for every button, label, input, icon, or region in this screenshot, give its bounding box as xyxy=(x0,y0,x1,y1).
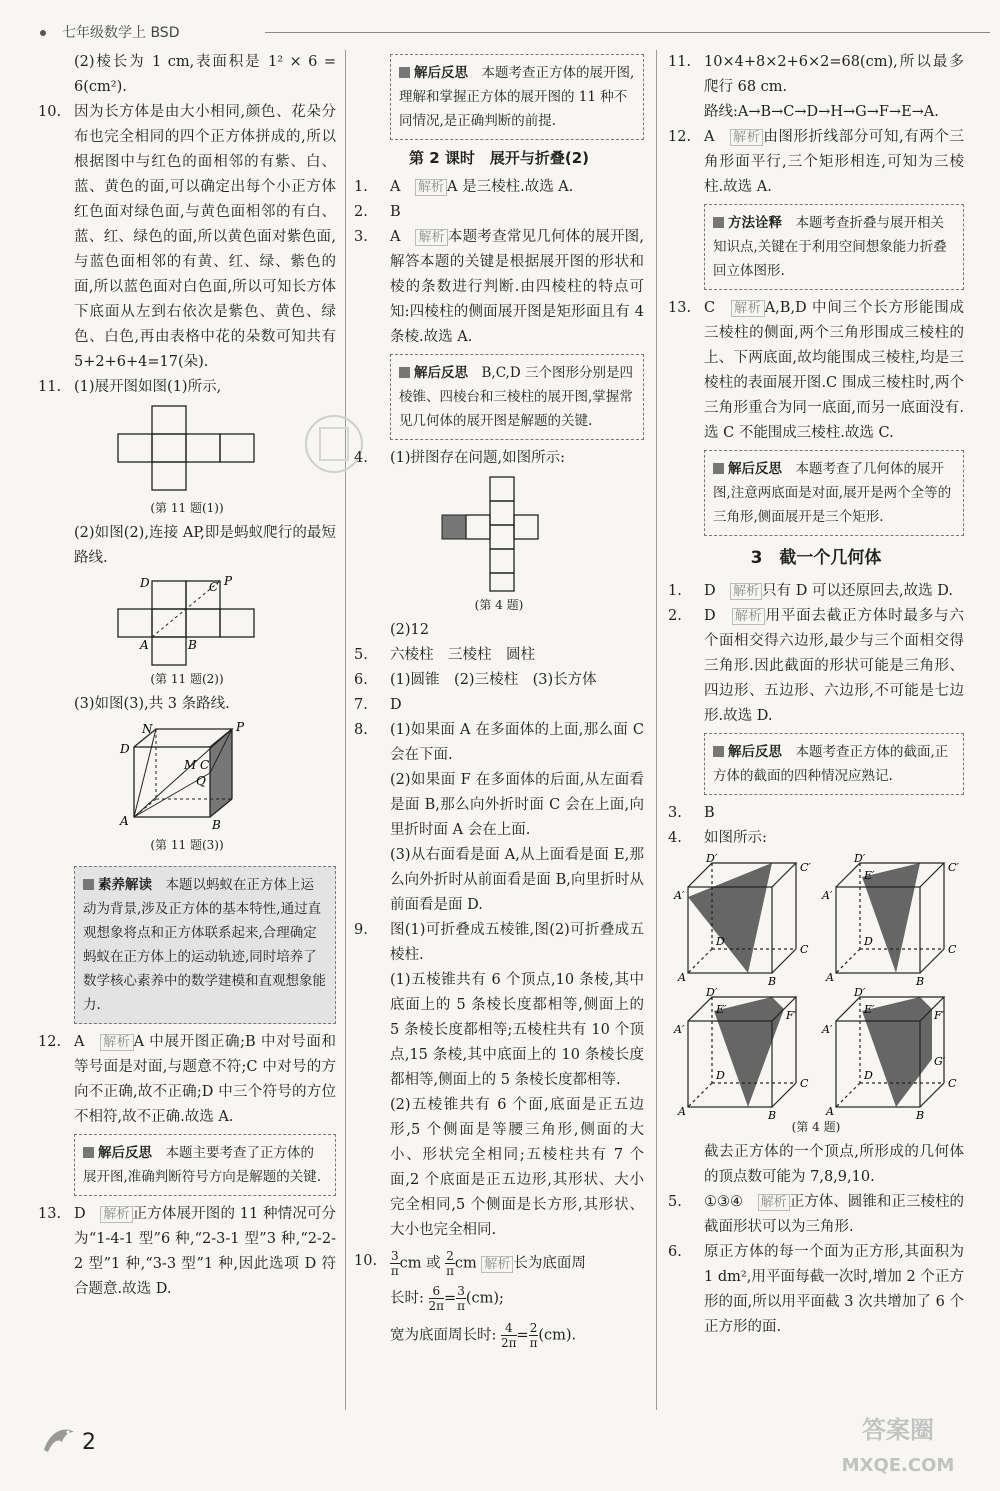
figure-label: C xyxy=(948,943,957,956)
figure-label: C′ xyxy=(800,861,811,874)
dolphin-logo-icon xyxy=(40,1420,78,1458)
header-rule xyxy=(265,32,990,33)
cube-path-figure-3 xyxy=(112,721,262,833)
answer-2: 2. D 解析 用平面去截正方体时最多与六个面相交得六边形,最少与三个面相交得三角形.因此截面的形状可能是三角形、四边形、五边形、六边形,不可能是七边形.故选 D. xyxy=(668,608,964,724)
figure-label: C xyxy=(209,580,219,594)
figure-label: D′ xyxy=(706,852,718,865)
figure-label: B xyxy=(188,638,197,652)
analysis-tag: 解析 xyxy=(415,229,447,246)
figure-caption: (第 11 题(3)) xyxy=(150,838,224,852)
figure-label: D′ xyxy=(854,986,866,999)
figure-label: A xyxy=(120,814,129,828)
column-divider xyxy=(345,50,346,1410)
answer-text: (2)12 xyxy=(390,622,429,638)
answer-text: (3)如图(3),共 3 条路线. xyxy=(74,696,230,712)
analysis-tag: 解析 xyxy=(100,1206,132,1223)
answer-12: 12. A 解析 A 中展开图正确;B 中对号面和等号面是对面,与题意不符;C 中对号的方向不正确,故不正确;D 中三个符号的方位不相符,故不正确.故选 A. xyxy=(38,1034,337,1125)
answer-1: 1. A 解析 A 是三棱柱.故选 A. xyxy=(354,179,574,195)
answer-text: 截去正方体的一个顶点,所形成的几何体的顶点数可能为 7,8,9,10. xyxy=(704,1144,964,1185)
cube-net-figure-4 xyxy=(434,475,564,593)
answer-text: 宽为底面周长时: $\frac{4}{2\pi}$ = $\frac{2}{\pi}$ (cm). xyxy=(390,1321,577,1350)
answer-4: 4. 如图所示: xyxy=(668,830,767,846)
figure-label: D xyxy=(864,1069,873,1082)
column-divider xyxy=(656,50,657,1410)
answer-9: 9. 图(1)可折叠成五棱锥,图(2)可折叠成五棱柱. xyxy=(354,922,644,963)
answer-text: (2)棱长为 1 cm,表面积是 1² × 6 = 6(cm²). xyxy=(74,54,336,95)
answer-5: 5. ①③④ 解析 正方体、圆锥和正三棱柱的截面形状可以为三角形. xyxy=(668,1194,964,1235)
answer-7: 7. D xyxy=(354,697,402,713)
answer-6: 6. (1)圆锥 (2)三棱柱 (3)长方体 xyxy=(354,672,597,688)
figure-caption: (第 11 题(2)) xyxy=(150,672,224,686)
figure-label: C xyxy=(948,1077,957,1090)
figure-label: A′ xyxy=(822,1023,833,1036)
answer-10: 10. $\frac{3}{\pi}$ cm 或 $\frac{2}{\pi}$ cm 解析 长为底面周 xyxy=(354,1249,586,1278)
figure-label: A′ xyxy=(674,1023,685,1036)
answer-11: 11. (1)展开图如图(1)所示, xyxy=(38,379,222,395)
bullet-icon xyxy=(40,30,46,36)
figure-label: A xyxy=(678,971,686,984)
figure-label: B xyxy=(768,1109,777,1122)
answer-6: 6. 原正方体的每一个面为正方形,其面积为 1 dm²,用平面每截一次时,增加 2 个正方形的面,所以用平面截 3 次共增加了 6 个正方形的面. xyxy=(668,1244,964,1335)
figure-label: C′ xyxy=(948,861,959,874)
figure-label: Q xyxy=(196,774,206,788)
left-column xyxy=(38,50,336,1302)
figure-label: D xyxy=(140,576,150,590)
figure-label: E′ xyxy=(864,1003,875,1016)
answer-text: (2)如图(2),连接 AP,即是蚂蚁爬行的最短路线. xyxy=(74,525,336,566)
watermark: 答案圈 MXQE.COM xyxy=(841,1416,955,1476)
answer-8: 8. (1)如果面 A 在多面体的上面,那么面 C 会在下面. xyxy=(354,722,644,763)
answer-text: (3)从右面看是面 A,从上面看是面 E,那么向外折时从前面看是面 B,向里折时从前面看是面 D. xyxy=(390,847,644,913)
reflection-box: 解后反思 本题主要考查了正方体的展开图,准确判断符号方向是解题的关键. xyxy=(74,1134,336,1196)
answer-3: 3. A 解析 本题考查常见几何体的展开图,解答本题的关键是根据展开图的形状和棱的条数进行判断.由四棱柱的特点可知:四棱柱的侧面展开图是矩形面且有 4 条棱.故选 A. xyxy=(354,229,645,345)
answer-text: (2)如果面 F 在多面体的后面,从左面看是面 B,那么向外折时面 C 会在上面,向里折时面 A 会在上面. xyxy=(390,772,644,838)
figure-label: C xyxy=(200,758,210,772)
analysis-tag: 解析 xyxy=(415,179,447,196)
insight-box: 素养解读 本题以蚂蚁在正方体上运动为背景,涉及正方体的基本特性,通过直观想象将点和正方体联系起来,合理确定蚂蚁在正方体上的运动轨迹,同时培养了数学核心素养中的数学建模和直观想象能力. xyxy=(74,866,336,1024)
answer-12: 12. A 解析 由图形折线部分可知,有两个三角形面平行,三个矩形相连,可知为三棱柱.故选 A. xyxy=(668,129,964,195)
reflection-box: 解后反思 本题考查正方体的展开图,理解和掌握正方体的展开图的 11 种不同情况,是正确判断的前提. xyxy=(390,54,644,140)
figure-label: P xyxy=(224,574,233,588)
figure-label: A xyxy=(140,638,149,652)
header-title: 七年级数学上 BSD xyxy=(62,25,180,41)
answer-13: 13. D 解析 正方体展开图的 11 种情况可分为“1-4-1 型”6 种,“2-3-1 型”3 种,“2-2-2 型”1 种,“3-3 型”1 种,因此选项 D 符合题意.故选 D. xyxy=(38,1206,337,1297)
answer-10: 10. 因为长方体是由大小相同,颜色、花朵分布也完全相同的四个正方体拼成的,所以根据图中与红色的面相邻的有紫、白、蓝、黄色的面,可以确定出每个小正方体红色面对绿色面,与黄色面相邻的有白、蓝、红、绿色的面,所以黄色面对紫色面,与蓝色面相邻的有黄、红、绿、紫色的面,所以蓝色面对白色面,所以可知长方体下底面从左到右依次是紫色、黄色、绿色、白色,再由表格中花的朵数可知共有 5+2+6+4=17(朵). xyxy=(38,104,336,370)
figure-caption: (第 4 题) xyxy=(474,598,524,612)
figure-label: A′ xyxy=(674,889,685,902)
section-title: 3 截一个几何体 xyxy=(750,548,882,568)
analysis-tag: 解析 xyxy=(732,608,766,625)
analysis-tag: 解析 xyxy=(731,300,765,317)
figure-label: G′ xyxy=(934,1055,946,1068)
reflection-box: 解后反思 本题考查了几何体的展开图,注意两底面是对面,展开是两个全等的三角形,侧面展开是三个矩形. xyxy=(704,450,964,536)
figure-label: F′ xyxy=(934,1009,945,1022)
figure-label: M xyxy=(184,758,197,772)
figure-label: B xyxy=(768,975,777,988)
page-number: 2 xyxy=(82,1430,96,1455)
figure-label: E′ xyxy=(864,869,875,882)
reflection-box: 解后反思 B,C,D 三个图形分别是四棱锥、四棱台和三棱柱的展开图,掌握常见几何体的展开图是解题的关键. xyxy=(390,354,644,440)
analysis-tag: 解析 xyxy=(100,1034,133,1051)
figure-caption: (第 4 题) xyxy=(791,1120,841,1134)
right-column xyxy=(668,50,964,1340)
answer-text: (1)五棱锥共有 6 个顶点,10 条棱,其中底面上的 5 条棱长度都相等,侧面上的 5 条棱长度都相等;五棱柱共有 10 个顶点,15 条棱,其中底面上的 10 条棱长度都相等,侧面上的 5 条棱长度都相等. xyxy=(390,972,644,1088)
figure-label: C xyxy=(800,943,809,956)
analysis-tag: 解析 xyxy=(481,1256,513,1273)
answer-3: 3. B xyxy=(668,805,715,821)
figure-caption: (第 11 题(1)) xyxy=(150,501,224,515)
figure-label: D xyxy=(120,742,130,756)
reflection-box: 解后反思 本题考查正方体的截面,正方体的截面的四种情况应熟记. xyxy=(704,733,964,795)
cube-net-figure-2 xyxy=(112,575,262,667)
method-box: 方法诠释 本题考查折叠与展开相关知识点,关键在于利用空间想象能力折叠回立体图形. xyxy=(704,204,964,290)
figure-label: D xyxy=(716,935,725,948)
analysis-tag: 解析 xyxy=(758,1194,790,1211)
figure-label: B xyxy=(916,1109,925,1122)
figure-label: A′ xyxy=(822,889,833,902)
page-header xyxy=(40,22,990,42)
answer-text: (2)五棱锥共有 6 个面,底面是正五边形,5 个侧面是等腰三角形,侧面的大小、形状完全相同;五棱柱共有 7 个面,2 个底面是正五边形,其形状、大小完全相同,5 个侧面是长方形,其形状、大小也完全相同. xyxy=(390,1097,644,1238)
figure-label: C xyxy=(800,1077,809,1090)
figure-label: A xyxy=(826,1105,834,1118)
analysis-tag: 解析 xyxy=(730,129,763,146)
analysis-tag: 解析 xyxy=(730,583,762,600)
answer-5: 5. 六棱柱 三棱柱 圆柱 xyxy=(354,647,535,663)
figure-label: D′ xyxy=(706,986,718,999)
figure-label: N xyxy=(142,722,153,736)
answer-2: 2. B xyxy=(354,204,401,220)
figure-label: D′ xyxy=(854,852,866,865)
answer-text: 长时: $\frac{6}{2\pi}$ = $\frac{3}{\pi}$ (cm); xyxy=(390,1284,504,1313)
cube-net-figure-1 xyxy=(112,404,262,496)
figure-label: D xyxy=(864,935,873,948)
middle-column xyxy=(354,50,644,1350)
figure-label: E′ xyxy=(716,1003,727,1016)
figure-label: D xyxy=(716,1069,725,1082)
figure-label: B xyxy=(916,975,925,988)
lesson-title: 第 2 课时 展开与折叠(2) xyxy=(408,149,590,167)
figure-label: P xyxy=(236,720,245,734)
figure-label: F′ xyxy=(786,1009,797,1022)
figure-label: A xyxy=(678,1105,686,1118)
figure-label: A xyxy=(826,971,834,984)
answer-4: 4. (1)拼图存在问题,如图所示: xyxy=(354,450,566,466)
answer-13: 13. C 解析 A,B,D 中间三个长方形能围成三棱柱的侧面,两个三角形围成三棱柱的上、下两底面,故均能围成三棱柱,均是三棱柱的表面展开图.C 围成三棱柱时,两个三角形重合为同一底面,而另一底面没有.选 C 不能围成三棱柱.故选 C. xyxy=(668,300,964,441)
answer-11: 11. 10×4+8×2+6×2=68(cm),所以最多爬行 68 cm. xyxy=(668,54,964,95)
figure-label: B xyxy=(212,818,221,832)
cube-sections-figure xyxy=(668,852,964,1122)
answer-1: 1. D 解析 只有 D 可以还原回去,故选 D. xyxy=(668,583,953,599)
answer-text: 路线:A→B→C→D→H→G→F→E→A. xyxy=(704,104,939,120)
